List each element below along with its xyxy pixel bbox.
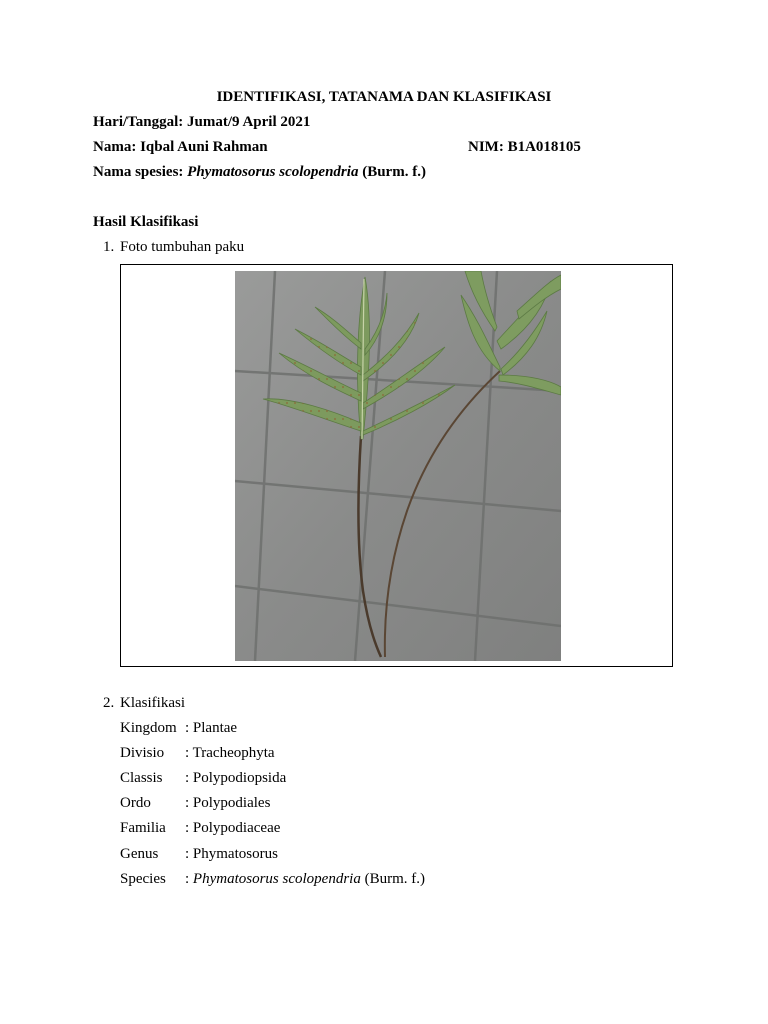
rank-label: Familia: [120, 820, 166, 836]
rank-value: : Polypodiales: [185, 795, 271, 811]
rank-value: : Polypodiaceae: [185, 820, 281, 836]
rank-label: Divisio: [120, 745, 165, 761]
species-binomial: Phymatosorus scolopendria: [187, 164, 359, 180]
fern-photo: [235, 271, 561, 661]
species-author: (Burm. f.): [358, 164, 426, 180]
rank-label: Ordo: [120, 795, 151, 811]
student-name: Nama: Iqbal Auni Rahman: [93, 139, 268, 155]
rank-label: Genus: [120, 846, 159, 862]
species-value-author: (Burm. f.): [360, 871, 425, 887]
species-label: Nama spesies:: [93, 164, 188, 180]
rank-label: Classis: [120, 770, 163, 786]
document-title: IDENTIFIKASI, TATANAMA DAN KLASIFIKASI: [216, 89, 552, 105]
list-item-1-label: Foto tumbuhan paku: [120, 239, 245, 255]
species-value-prefix: :: [185, 871, 193, 887]
rank-value: : Phymatosorus: [185, 846, 278, 862]
list-item-1-number: 1.: [103, 239, 115, 255]
rank-value: : Tracheophyta: [185, 745, 275, 761]
rank-value: [185, 870, 425, 888]
species-value-binomial: Phymatosorus scolopendria: [192, 871, 361, 887]
rank-value: : Polypodiopsida: [185, 770, 287, 786]
rank-value: : Plantae: [185, 720, 238, 736]
student-nim: NIM: B1A018105: [468, 139, 581, 155]
rank-label: Kingdom: [120, 720, 177, 736]
date-line: Hari/Tanggal: Jumat/9 April 2021: [93, 114, 311, 130]
photo-frame: [120, 264, 673, 667]
list-item-2-label: Klasifikasi: [120, 695, 185, 711]
section-heading: Hasil Klasifikasi: [93, 214, 199, 230]
list-item-2-number: 2.: [103, 695, 115, 711]
species-name-line: [93, 163, 426, 181]
rank-label: Species: [120, 871, 166, 887]
